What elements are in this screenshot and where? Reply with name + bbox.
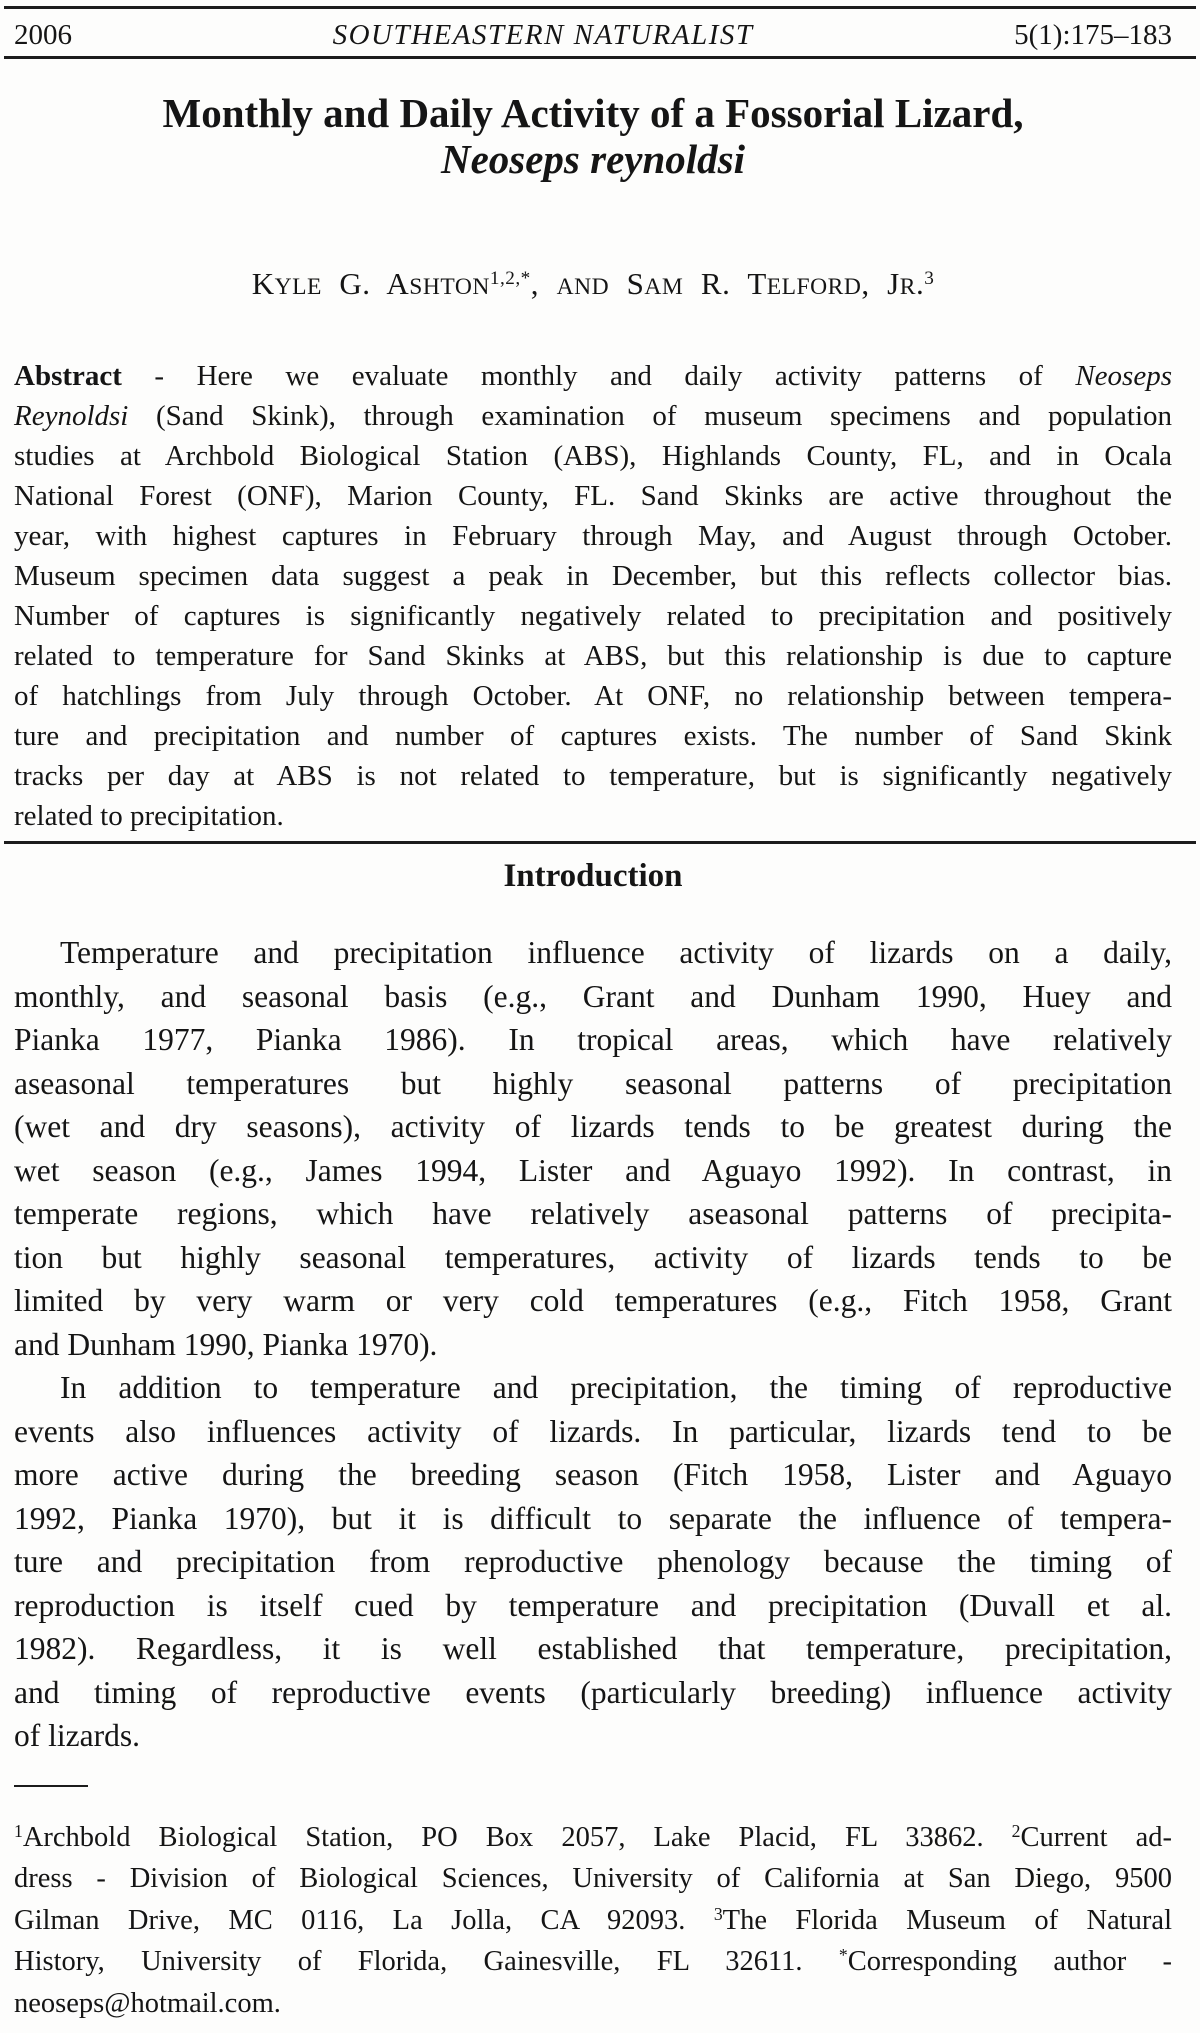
introduction-heading: Introduction — [503, 858, 683, 894]
text-line: History, University of Florida, Gainesville, FL 32611. *Corresponding author - — [14, 1945, 1172, 1977]
text-line: ture and precipitation from reproductive phenology because the timing of — [14, 1544, 1172, 1579]
text-line: related to temperature for Sand Skinks at ABS, but this relationship is due to capture — [14, 640, 1172, 672]
text-line: reproduction is itself cued by temperature and precipitation (Duvall et al. — [14, 1587, 1172, 1623]
text-line: and timing of reproductive events (particularly breeding) influence activity — [14, 1674, 1172, 1710]
text-line: of hatchlings from July through October. At ONF, no relationship between tempera- — [14, 680, 1172, 712]
footnotes — [14, 1817, 1172, 2025]
abstract-paragraph — [14, 356, 1172, 836]
text-line: 1992, Pianka 1970), but it is difficult to separate the influence of tempera- — [14, 1500, 1172, 1536]
text-line: studies at Archbold Biological Station (ABS), Highlands County, FL, and in Ocala — [14, 440, 1172, 472]
article-title-line-2: Neoseps reynoldsi — [440, 136, 746, 182]
text-line: Number of captures is significantly negatively related to precipitation and positively — [14, 600, 1172, 632]
text-line: tion but highly seasonal temperatures, activity of lizards tends to be — [14, 1239, 1172, 1275]
authors-line: KYLE G. $ASHTON^{1,2,*}$, AND SAM R. TELFORD, JR.$^3$ — [251, 266, 935, 301]
article-title-line-1: Monthly and Daily Activity of a Fossorial Lizard, — [162, 90, 1024, 136]
introduction-paragraph-2 — [14, 1366, 1172, 1758]
text-line: of lizards. — [14, 1718, 140, 1753]
text-line: limited by very warm or very cold temperatures (e.g., Fitch 1958, Grant — [14, 1283, 1172, 1318]
text-line: Abstract - Here we evaluate monthly and daily activity patterns of Neoseps — [14, 360, 1172, 392]
footnote-separator-rule — [14, 1785, 88, 1787]
text-line: more active during the breeding season (Fitch 1958, Lister and Aguayo — [14, 1457, 1172, 1492]
text-line: and Dunham 1990, Pianka 1970). — [14, 1326, 438, 1362]
top-rule — [4, 6, 1196, 9]
text-line: ture and precipitation and number of captures exists. The number of Sand Skink — [14, 720, 1172, 752]
text-line: 1982). Regardless, it is well established that temperature, precipitation, — [14, 1631, 1172, 1666]
header-journal-title: SOUTHEASTERN NATURALIST — [332, 19, 754, 51]
text-line: (wet and dry seasons), activity of lizards tends to be greatest during the — [14, 1109, 1172, 1144]
text-line: temperate regions, which have relatively aseasonal patterns of precipita- — [14, 1196, 1172, 1231]
text-line: National Forest (ONF), Marion County, FL. Sand Skinks are active throughout the — [14, 480, 1172, 512]
text-line: $^1$Archbold Biological Station, PO Box 2057, Lake Placid, FL 33862. $^2$Current ad- — [14, 1820, 1172, 1853]
text-line: monthly, and seasonal basis (e.g., Grant and Dunham 1990, Huey and — [14, 978, 1172, 1014]
text-line: tracks per day at ABS is not related to temperature, but is significantly negatively — [14, 760, 1172, 792]
header-bottom-rule — [4, 56, 1196, 59]
article-title — [14, 90, 1172, 182]
header-citation: 5(1):175–183 — [1014, 19, 1172, 51]
text-line: Gilman Drive, MC 0116, La Jolla, CA 92093. $^3$The Florida Museum of Natural — [14, 1903, 1172, 1936]
journal-header — [14, 14, 1172, 56]
text-line: aseasonal temperatures but highly seasonal patterns of precipitation — [14, 1065, 1172, 1101]
text-line: Pianka 1977, Pianka 1986). In tropical areas, which have relatively — [14, 1022, 1172, 1057]
text-line: Reynoldsi (Sand Skink), through examination of museum specimens and population — [14, 400, 1172, 432]
text-line: dress - Division of Biological Sciences, University of California at San Diego, 9500 — [14, 1863, 1172, 1894]
header-year: 2006 — [14, 19, 72, 51]
text-line: Temperature and precipitation influence activity of lizards on a daily, — [60, 935, 1172, 970]
text-line: related to precipitation. — [14, 800, 284, 832]
text-line: neoseps@hotmail.com. — [14, 1987, 281, 2019]
text-line: Museum specimen data suggest a peak in December, but this reflects collector bias. — [14, 560, 1172, 592]
text-line: In addition to temperature and precipitation, the timing of reproductive — [60, 1370, 1172, 1405]
abstract-bottom-rule — [4, 841, 1196, 844]
text-line: events also influences activity of lizards. In particular, lizards tend to be — [14, 1413, 1172, 1449]
text-line: year, with highest captures in February through May, and August through October. — [14, 520, 1172, 552]
text-line: wet season (e.g., James 1994, Lister and Aguayo 1992). In contrast, in — [14, 1152, 1172, 1188]
introduction-paragraph-1 — [14, 931, 1172, 1366]
